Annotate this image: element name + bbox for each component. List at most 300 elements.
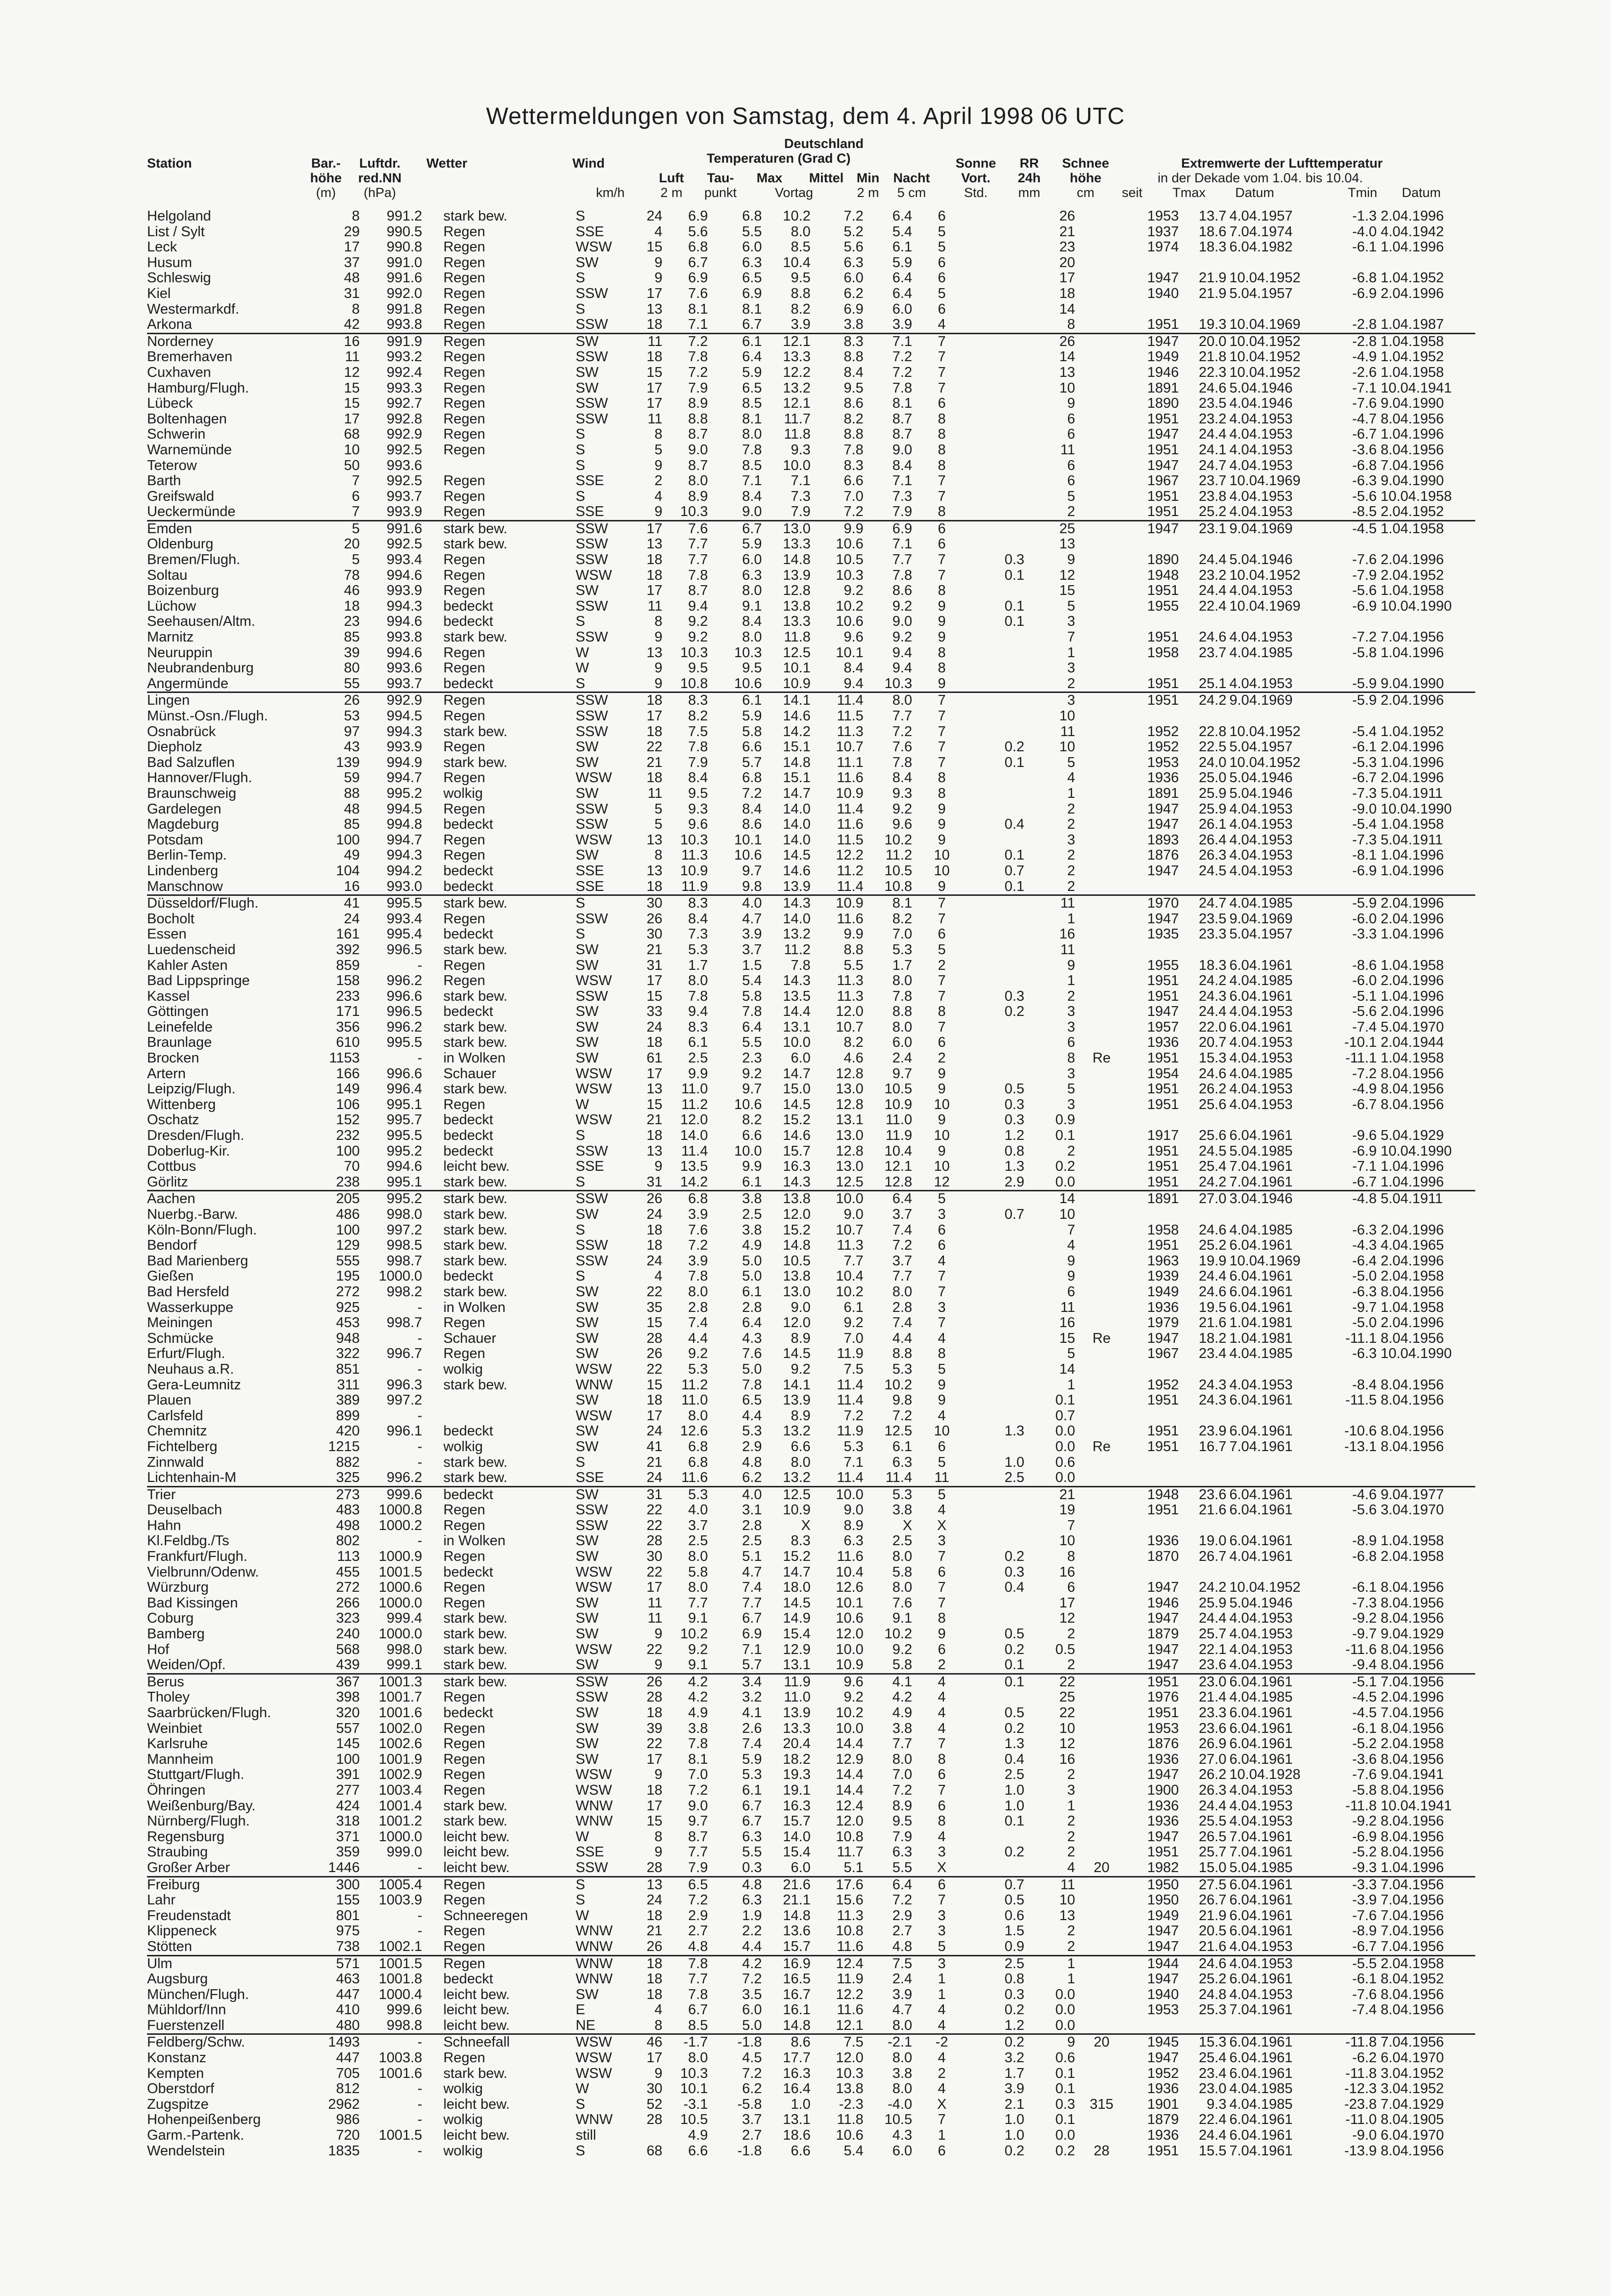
cell-station: Regensburg — [147, 1829, 224, 1845]
cell-tmax-datum: 6.04.1961 — [1229, 1269, 1293, 1284]
cell-luft: 9.6 — [688, 817, 708, 833]
cell-schnee — [1075, 333, 1128, 349]
cell-rr: 3 — [1067, 1782, 1075, 1798]
cell-tmin-datum: 8.04.1956 — [1380, 1987, 1444, 2002]
table-row — [147, 333, 1475, 349]
cell-barhoehe: 16 — [344, 879, 360, 894]
cell-seit: 1947 — [1147, 2050, 1179, 2066]
cell-rr: 19 — [1059, 1503, 1075, 1518]
cell-spacer — [422, 1642, 443, 1658]
cell-tmin: -7.3 — [1352, 786, 1377, 801]
cell-wind-dir: WSW — [575, 1642, 612, 1657]
cell-sonne: 2.1 — [1004, 2097, 1024, 2112]
cell-taupunkt: 5.5 — [742, 1845, 762, 1860]
cell-station: Kiel — [147, 286, 171, 301]
cell-schnee — [1075, 1223, 1128, 1238]
cell-tmax-datum: 6.04.1961 — [1229, 1533, 1293, 1549]
cell-min: 6.4 — [892, 286, 913, 301]
cell-luft: 8.7 — [688, 458, 708, 473]
cell-tmin-datum: 5.04.1970 — [1380, 1019, 1444, 1035]
cell-wetter: leicht bew. — [443, 2097, 510, 2112]
table-row — [147, 209, 1475, 224]
cell-sonne — [971, 1408, 1024, 1424]
table-row — [147, 879, 1475, 895]
cell-wetter: stark bew. — [443, 724, 508, 740]
table-row — [147, 1876, 1475, 1893]
cell-nacht: 7 — [938, 1315, 946, 1331]
cell-luft: 5.3 — [663, 1486, 708, 1503]
cell-tmax — [1179, 1470, 1226, 1486]
cell-seit: 1939 — [1147, 1269, 1179, 1284]
cell-mittel: 10.6 — [836, 1611, 864, 1627]
cell-min: 8.0 — [892, 1549, 913, 1565]
cell-tmin: -6.7 — [1352, 427, 1377, 443]
header-luft-1: Luft — [659, 171, 684, 185]
cell-luftdruck: 1000.9 — [378, 1549, 422, 1565]
cell-mittel: 13.1 — [836, 1112, 864, 1128]
table-row — [147, 1066, 1475, 1082]
cell-luft: 6.5 — [663, 1876, 708, 1893]
cell-luftdruck: 993.7 — [386, 676, 422, 691]
cell-barhoehe: 78 — [344, 568, 360, 583]
cell-taupunkt: 2.5 — [742, 1207, 762, 1222]
cell-nacht: 10 — [934, 1424, 950, 1439]
cell-min: 6.1 — [892, 1439, 913, 1455]
cell-seit — [1128, 661, 1179, 676]
cell-min: 6.4 — [864, 1191, 912, 1207]
cell-mittel: 12.6 — [836, 1580, 864, 1596]
cell-rr: 2 — [1067, 1845, 1075, 1860]
cell-min: 5.8 — [892, 1564, 913, 1580]
cell-wind-speed: 22 — [646, 1361, 663, 1377]
cell-seit: 1947 — [1147, 1657, 1179, 1673]
cell-station: Teterow — [147, 458, 197, 473]
cell-luftdruck: 995.7 — [386, 1112, 422, 1128]
cell-wetter: Regen — [443, 489, 486, 504]
cell-tmin: -3.6 — [1352, 442, 1377, 458]
cell-nacht: 8 — [938, 427, 946, 443]
cell-max: 14.3 — [783, 1174, 811, 1190]
cell-taupunkt: 4.3 — [742, 1331, 762, 1346]
cell-barhoehe: 205 — [311, 1191, 360, 1207]
cell-mittel: 8.4 — [843, 365, 864, 380]
cell-tmax-datum: 4.04.1953 — [1229, 1082, 1293, 1097]
cell-tmax-datum: 6.04.1961 — [1229, 988, 1293, 1004]
cell-tmin: -4.5 — [1352, 1705, 1377, 1721]
cell-luft: 3.8 — [688, 1721, 708, 1736]
cell-tmin — [1322, 879, 1377, 895]
cell-tmin-datum: 2.04.1996 — [1380, 740, 1444, 755]
cell-tmax-datum: 5.04.1946 — [1229, 1595, 1293, 1611]
cell-station: Nürnberg/Flugh. — [147, 1814, 250, 1829]
cell-luftdruck: 999.0 — [386, 1845, 422, 1860]
cell-tmax-datum: 6.04.1961 — [1229, 1972, 1293, 1987]
cell-seit: 1936 — [1147, 2128, 1179, 2144]
cell-barhoehe: 899 — [336, 1408, 360, 1424]
cell-min: 6.0 — [892, 301, 913, 317]
table-row — [147, 1362, 1475, 1378]
cell-luft: 2.8 — [688, 1300, 708, 1315]
header-bar-1: Bar.- — [311, 156, 341, 171]
table-row — [147, 755, 1475, 771]
cell-tmin: -8.9 — [1352, 1533, 1377, 1549]
cell-luft: 5.6 — [688, 224, 708, 240]
cell-sonne — [971, 224, 1024, 240]
cell-tmin-datum: 1.04.1958 — [1380, 1300, 1444, 1315]
cell-tmax — [1179, 255, 1226, 271]
cell-luft: 10.3 — [680, 645, 708, 661]
cell-wind-dir: S — [575, 442, 585, 458]
cell-min: 6.3 — [892, 1455, 913, 1470]
cell-wind-dir: WSW — [575, 1580, 612, 1596]
cell-wetter: stark bew. — [443, 1207, 508, 1222]
cell-rr: 0.5 — [1055, 1642, 1075, 1657]
cell-rr: 0.0 — [1055, 2002, 1075, 2018]
cell-tmax — [1179, 1455, 1226, 1471]
header-luftdruck-1: Luftdr. — [359, 156, 400, 171]
cell-tmin-datum: 4.04.1942 — [1380, 224, 1444, 240]
cell-tmax-datum: 4.04.1953 — [1229, 583, 1293, 599]
cell-wind-speed: 8 — [654, 2018, 663, 2033]
cell-tmin: -7.4 — [1352, 1019, 1377, 1035]
cell-sonne: 3.2 — [1004, 2050, 1024, 2066]
cell-seit: 1958 — [1147, 1222, 1179, 1238]
cell-mittel: 12.8 — [836, 1097, 864, 1112]
table-row — [147, 1736, 1475, 1752]
cell-nacht: 4 — [938, 2050, 946, 2066]
cell-min: 9.6 — [892, 817, 913, 833]
cell-tmax: 21.6 — [1198, 1503, 1227, 1518]
table-row — [147, 1378, 1475, 1393]
cell-schnee — [1075, 989, 1128, 1005]
cell-min: 8.0 — [892, 1580, 913, 1596]
cell-tmin — [1322, 1470, 1377, 1486]
cell-station: Boizenburg — [147, 583, 219, 599]
cell-wind-speed: 31 — [646, 1174, 663, 1190]
cell-tmax: 24.4 — [1198, 427, 1227, 443]
cell-nacht: 10 — [934, 1128, 950, 1144]
cell-rr: 0.0 — [1055, 1424, 1075, 1439]
cell-tmin: -5.1 — [1352, 988, 1377, 1004]
cell-mittel: 9.5 — [843, 380, 864, 396]
cell-wind-speed: 9 — [654, 676, 663, 691]
cell-barhoehe: 48 — [344, 271, 360, 286]
cell-schnee — [1075, 927, 1128, 942]
cell-tmin-datum: 1.04.1958 — [1377, 333, 1475, 349]
cell-max: 8.0 — [791, 224, 811, 240]
cell-station: Bad Salzuflen — [147, 755, 235, 770]
cell-tmax-datum — [1226, 1362, 1321, 1378]
cell-luft: 8.5 — [688, 2018, 708, 2033]
cell-wind-dir: WSW — [575, 1767, 612, 1783]
cell-nacht: 6 — [938, 1035, 946, 1051]
cell-sonne: 0.2 — [1004, 1642, 1024, 1657]
header-taupunkt-1: Tau- — [707, 171, 734, 185]
cell-luftdruck: 1000.2 — [378, 1518, 422, 1533]
cell-wind-speed: 11 — [647, 411, 663, 427]
cell-max: 11.0 — [784, 1690, 811, 1705]
cell-wind-speed: 18 — [646, 1972, 663, 1987]
cell-mittel: 9.2 — [843, 583, 864, 599]
cell-barhoehe: 10 — [344, 442, 360, 458]
cell-wetter: bedeckt — [443, 1424, 494, 1439]
cell-nacht: 11 — [934, 1470, 949, 1486]
cell-tmax-datum — [1226, 942, 1321, 958]
cell-wind-speed: 17 — [646, 2050, 663, 2066]
cell-tmax: 19.3 — [1198, 317, 1227, 333]
cell-min: 6.4 — [892, 271, 913, 286]
cell-tmax: 24.2 — [1198, 1174, 1227, 1190]
cell-tmin-datum: 4.04.1965 — [1380, 1238, 1444, 1254]
table-row — [147, 1020, 1475, 1036]
cell-station: Coburg — [147, 1611, 194, 1627]
cell-sonne: 0.2 — [1004, 2002, 1024, 2018]
cell-mittel: 11.1 — [837, 755, 864, 770]
cell-spacer — [422, 2050, 443, 2066]
cell-rr: 13 — [1059, 537, 1075, 552]
cell-max: 7.9 — [791, 504, 811, 520]
header-wetter: Wetter — [426, 156, 468, 171]
cell-rr: 1 — [1067, 911, 1075, 927]
cell-schnee — [1075, 2066, 1128, 2082]
cell-seit: 1947 — [1147, 1004, 1179, 1020]
cell-max: 14.6 — [783, 709, 811, 724]
cell-luftdruck: - — [417, 1860, 422, 1876]
cell-luftdruck: 995.2 — [386, 1143, 422, 1159]
cell-sonne: 0.1 — [1004, 755, 1024, 770]
cell-schnee — [1075, 817, 1128, 833]
cell-taupunkt: 6.5 — [742, 271, 762, 286]
cell-tmax: 22.4 — [1198, 2112, 1227, 2128]
cell-seit: 1890 — [1147, 396, 1179, 412]
cell-spacer — [422, 1097, 443, 1113]
cell-seit: 1967 — [1147, 1346, 1179, 1362]
cell-tmin: -9.7 — [1352, 1627, 1377, 1642]
cell-wind-speed: 26 — [617, 1674, 663, 1690]
cell-spacer — [422, 1752, 443, 1768]
cell-tmax-datum: 4.04.1985 — [1229, 1346, 1293, 1362]
cell-tmax-datum: 6.04.1961 — [1229, 1019, 1293, 1035]
cell-max: 15.7 — [783, 1143, 811, 1159]
cell-nacht: 2 — [938, 1657, 946, 1673]
cell-wind-speed: 28 — [646, 1533, 663, 1549]
cell-barhoehe: 166 — [336, 1066, 360, 1082]
cell-taupunkt: 7.1 — [742, 1642, 762, 1657]
cell-schnee — [1075, 271, 1128, 286]
cell-sonne: 2.5 — [1004, 1767, 1024, 1783]
cell-spacer — [422, 240, 443, 255]
cell-mittel: 11.4 — [837, 1393, 864, 1408]
cell-sonne — [971, 1300, 1024, 1316]
cell-wind-speed: 15 — [646, 1814, 663, 1829]
cell-seit: 1947 — [1147, 1767, 1179, 1783]
cell-tmax-datum: 7.04.1961 — [1229, 1439, 1293, 1455]
table-row — [147, 1565, 1475, 1580]
cell-wind-dir: SW — [575, 755, 599, 770]
cell-schnee — [1075, 1549, 1128, 1565]
cell-station: Ueckermünde — [147, 504, 236, 520]
cell-tmax: 24.4 — [1198, 1798, 1227, 1814]
cell-sonne — [971, 520, 1024, 537]
cell-taupunkt: 6.4 — [742, 1315, 762, 1331]
cell-luftdruck: 1001.3 — [360, 1674, 422, 1690]
cell-station: Bamberg — [147, 1627, 205, 1642]
cell-barhoehe: 80 — [344, 661, 360, 676]
cell-tmax-datum: 5.04.1946 — [1229, 552, 1293, 568]
cell-luftdruck: - — [417, 2097, 422, 2112]
cell-spacer — [422, 740, 443, 755]
table-row — [147, 1829, 1475, 1845]
cell-rr: 6 — [1067, 1580, 1075, 1596]
cell-tmin: -12.3 — [1344, 2081, 1377, 2097]
cell-nacht: 8 — [938, 1004, 946, 1020]
cell-rr: 26 — [1024, 333, 1075, 349]
cell-spacer — [422, 1627, 443, 1642]
cell-spacer — [422, 724, 443, 740]
cell-tmax: 26.3 — [1198, 1782, 1227, 1798]
cell-wind-dir: S — [575, 1269, 585, 1284]
cell-luftdruck: 995.5 — [386, 1128, 422, 1144]
cell-wetter: leicht bew. — [443, 1829, 510, 1845]
cell-luft: 6.8 — [688, 240, 708, 255]
cell-tmin: -3.9 — [1352, 1893, 1377, 1908]
cell-schnee — [1075, 958, 1128, 974]
table-row — [147, 255, 1475, 271]
cell-wind-dir: WSW — [575, 1564, 612, 1580]
cell-rr: 2 — [1067, 1814, 1075, 1829]
cell-barhoehe: 55 — [344, 676, 360, 691]
cell-nacht: 7 — [938, 1019, 946, 1035]
cell-tmin: -5.6 — [1352, 1004, 1377, 1020]
cell-luftdruck: 994.7 — [386, 832, 422, 848]
cell-spacer — [422, 630, 443, 645]
cell-tmax-datum: 4.04.1953 — [1229, 489, 1293, 504]
cell-spacer — [422, 1721, 443, 1737]
cell-barhoehe: 986 — [336, 2112, 360, 2128]
cell-wind-dir: WNW — [575, 1924, 613, 1939]
cell-wind-dir: SW — [575, 848, 599, 864]
cell-max: 12.1 — [783, 396, 811, 412]
cell-wind-speed: 9 — [654, 1845, 663, 1860]
table-row — [147, 302, 1475, 318]
cell-wind-dir: SSW — [575, 630, 608, 645]
cell-seit: 1936 — [1147, 1035, 1179, 1051]
cell-tmax-datum: 4.04.1953 — [1229, 1987, 1293, 2002]
cell-taupunkt: 4.7 — [742, 1564, 762, 1580]
cell-rr: 0.0 — [1055, 1470, 1075, 1486]
cell-schnee — [1075, 599, 1128, 615]
cell-mittel: 9.4 — [843, 676, 864, 691]
header-extremwerte: Extremwerte der Lufttemperatur — [1181, 156, 1383, 171]
cell-barhoehe: 555 — [336, 1253, 360, 1269]
table-row — [147, 1004, 1475, 1020]
cell-sonne: 1.2 — [1004, 2018, 1024, 2033]
cell-taupunkt: 4.7 — [742, 911, 762, 927]
cell-nacht: 12 — [934, 1174, 950, 1190]
cell-max: 14.8 — [783, 2018, 811, 2033]
cell-tmin: -5.3 — [1352, 755, 1377, 770]
cell-rr: 9 — [1067, 396, 1075, 412]
cell-max: 14.1 — [783, 1377, 811, 1393]
cell-station: Cottbus — [147, 1159, 196, 1175]
table-row — [147, 1315, 1475, 1331]
cell-sonne — [971, 1238, 1024, 1254]
cell-tmin: -9.3 — [1352, 1860, 1377, 1876]
cell-seit: 1876 — [1147, 1736, 1179, 1752]
cell-barhoehe: 2962 — [328, 2097, 360, 2112]
cell-station: Lahr — [147, 1893, 176, 1908]
cell-taupunkt: 6.1 — [708, 692, 762, 709]
cell-wind-dir: WNW — [575, 1814, 613, 1829]
cell-seit: 1890 — [1147, 552, 1179, 568]
cell-tmax-datum: 10.04.1969 — [1229, 1253, 1301, 1269]
cell-sonne — [971, 833, 1024, 848]
cell-tmin-datum: 5.04.1911 — [1380, 786, 1443, 801]
cell-station: Aachen — [147, 1191, 311, 1207]
cell-wetter: Regen — [443, 349, 486, 365]
cell-tmin — [1322, 614, 1377, 630]
cell-nacht: 4 — [938, 2002, 946, 2018]
cell-tmax: 21.6 — [1198, 1315, 1227, 1331]
cell-min: 5.3 — [892, 1361, 913, 1377]
cell-tmax-datum: 6.04.1961 — [1229, 2128, 1293, 2144]
cell-schnee — [1075, 2081, 1128, 2097]
cell-wind-dir: SSW — [575, 396, 608, 412]
cell-station: Neuhaus a.R. — [147, 1361, 234, 1377]
cell-luft: 10.3 — [680, 504, 708, 520]
cell-spacer — [422, 443, 443, 458]
cell-tmax: 25.7 — [1198, 1845, 1227, 1860]
cell-barhoehe: 43 — [344, 740, 360, 755]
cell-tmax: 25.1 — [1198, 676, 1227, 691]
cell-tmin-datum — [1377, 537, 1475, 552]
cell-station: Carlsfeld — [147, 1408, 203, 1424]
cell-barhoehe: 300 — [311, 1876, 360, 1893]
cell-max: 14.3 — [762, 895, 811, 912]
cell-tmin-datum: 8.04.1956 — [1380, 1393, 1444, 1408]
cell-tmax-datum — [1226, 1470, 1321, 1486]
cell-tmin: -7.6 — [1352, 552, 1377, 568]
cell-sonne: 0.2 — [1004, 1845, 1024, 1860]
cell-wind-speed: 9 — [654, 1159, 663, 1175]
header-schnee-2: höhe — [1069, 171, 1102, 185]
cell-rr: 5 — [1067, 598, 1075, 614]
cell-luft: 8.0 — [688, 1284, 708, 1300]
cell-schnee — [1075, 912, 1128, 927]
cell-taupunkt: 6.8 — [742, 209, 762, 224]
cell-max: 1.0 — [791, 2097, 811, 2112]
cell-nacht: 7 — [938, 1736, 946, 1752]
table-row — [147, 365, 1475, 381]
cell-seit — [1128, 1362, 1179, 1378]
cell-min: 5.8 — [892, 1657, 913, 1673]
cell-luftdruck: 996.2 — [386, 1019, 422, 1035]
cell-tmax-datum: 4.04.1953 — [1229, 1798, 1293, 1814]
cell-mittel: 8.9 — [843, 1518, 864, 1533]
cell-sonne — [971, 1829, 1024, 1845]
cell-mittel: -2.3 — [839, 2097, 864, 2112]
cell-tmin-datum — [1377, 1408, 1475, 1424]
cell-seit: 1951 — [1128, 692, 1179, 709]
cell-seit: 1936 — [1147, 1752, 1179, 1767]
cell-tmin-datum: 1.04.1958 — [1380, 958, 1444, 973]
table-row — [147, 1346, 1475, 1362]
cell-taupunkt: 9.9 — [742, 1159, 762, 1175]
cell-station: Brocken — [147, 1051, 199, 1066]
cell-nacht: 1 — [938, 1987, 946, 2002]
cell-luftdruck: 1000.4 — [378, 1987, 422, 2002]
cell-taupunkt: 8.4 — [742, 801, 762, 817]
